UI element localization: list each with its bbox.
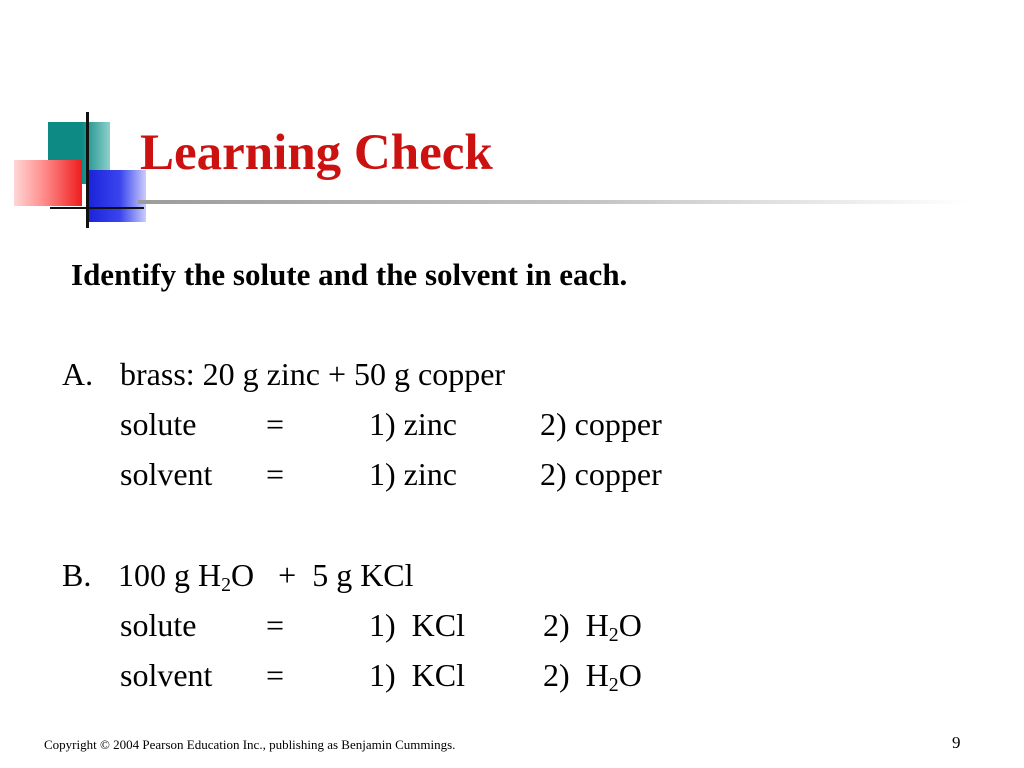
stem-pre: 100 g H — [118, 557, 222, 593]
equals-sign: = — [266, 657, 285, 693]
vertical-line — [86, 112, 89, 228]
blue-square — [88, 170, 146, 222]
question-b-stem — [118, 557, 414, 596]
option-1: 1) zinc — [369, 456, 457, 492]
equals-sign: = — [266, 406, 285, 442]
slide-title: Learning Check — [140, 125, 493, 181]
title-rule — [138, 200, 968, 204]
option-2 — [543, 657, 642, 696]
option-2: 2) copper — [540, 456, 662, 492]
copyright-footer: Copyright © 2004 Pearson Education Inc., publishing as Benjamin Cummings. — [44, 737, 456, 752]
option-1: 1) zinc — [369, 406, 457, 442]
row-label: solute — [120, 607, 197, 643]
title-decoration — [0, 0, 160, 240]
option-2-pre: 2) H — [543, 657, 609, 693]
row-label: solvent — [120, 657, 213, 693]
stem-post: O + 5 g KCl — [231, 557, 414, 593]
option-1: 1) KCl — [369, 607, 465, 643]
stem-subscript: 2 — [221, 573, 232, 596]
option-2-pre: 2) H — [543, 607, 609, 643]
option-2-post: O — [618, 657, 642, 693]
equals-sign: = — [266, 456, 285, 492]
option-2-post: O — [618, 607, 642, 643]
question-a-stem: brass: 20 g zinc + 50 g copper — [120, 356, 506, 392]
row-label: solvent — [120, 456, 213, 492]
option-2: 2) copper — [540, 406, 662, 442]
instruction-text: Identify the solute and the solvent in each. — [71, 257, 628, 292]
row-label: solute — [120, 406, 197, 442]
red-square — [14, 160, 82, 206]
option-2 — [543, 607, 642, 646]
question-a-letter: A. — [62, 356, 94, 392]
option-1: 1) KCl — [369, 657, 465, 693]
option-2-subscript: 2 — [608, 623, 619, 646]
equals-sign: = — [266, 607, 285, 643]
question-b-letter: B. — [62, 557, 92, 593]
page-number: 9 — [952, 733, 961, 752]
horizontal-line — [50, 207, 144, 209]
option-2-subscript: 2 — [608, 673, 619, 696]
